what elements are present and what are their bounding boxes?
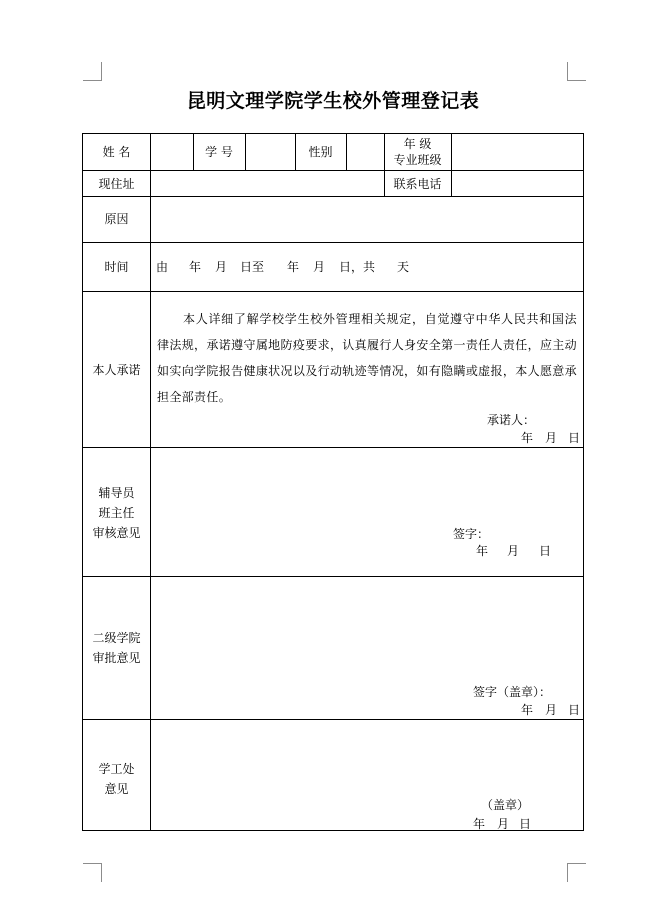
college-date-year: 年 [521,703,534,717]
time-year-2: 年 [287,260,300,274]
time-month-1: 月 [215,260,228,274]
phone-label: 联系电话 [393,177,442,191]
counselor-label-line-3: 审核意见 [92,526,141,540]
pledge-label: 本人承诺 [92,363,141,377]
counselor-date-year: 年 [476,544,489,558]
counselor-sign-label: 签字： [453,527,490,541]
counselor-date-month: 月 [507,544,520,558]
pledge-date-day: 日 [568,431,581,445]
crop-mark-bottom-left [83,863,102,882]
student-affairs-date-day: 日 [519,817,532,831]
college-label-line-1: 二级学院 [92,631,141,645]
crop-mark-top-left [83,62,102,81]
time-label: 时间 [104,260,129,274]
counselor-label-line-2: 班主任 [98,506,135,520]
time-from: 由 [156,260,169,274]
pledge-signer-label: 承诺人： [487,413,536,427]
student-affairs-label-line-2: 意见 [104,782,129,796]
college-label-line-2: 审批意见 [92,651,141,665]
name-label: 姓 名 [102,145,131,159]
student-affairs-date-year: 年 [473,817,486,831]
student-id-label: 学 号 [205,145,233,159]
college-date-day: 日 [568,703,581,717]
student-affairs-date-month: 月 [497,817,510,831]
time-year-1: 年 [189,260,202,274]
reason-label: 原因 [104,212,129,226]
time-month-2: 月 [313,260,326,274]
counselor-label-line-1: 辅导员 [98,486,135,500]
student-affairs-label-line-1: 学工处 [98,762,135,776]
address-label: 现住址 [98,177,135,191]
crop-mark-top-right [567,62,586,81]
pledge-text: 本人详细了解学校学生校外管理相关规定，自觉遵守中华人民共和国法律法规，承诺遵守属地防疫要求，认真履行人身安全第一责任人责任，应主动如实向学院报告健康状况以及行动轨迹等情况，如有隐瞒或虚报，本人愿意承担全部责任。 [157,312,577,404]
college-sign-label: 签字（盖章）： [473,685,552,699]
pledge-date-month: 月 [545,431,558,445]
time-day-1: 日至 [240,260,265,274]
college-date-month: 月 [545,703,558,717]
crop-mark-bottom-right [567,863,586,882]
student-affairs-seal-label: （盖章） [481,798,530,812]
time-day-2: 日，共 [339,260,376,274]
counselor-date-day: 日 [539,544,552,558]
form-title: 昆明文理学院学生校外管理登记表 [186,90,480,112]
gender-label: 性别 [308,145,333,159]
major-class-label: 专业班级 [393,153,442,167]
pledge-date-year: 年 [521,431,534,445]
time-days: 天 [397,260,410,274]
grade-label: 年 级 [403,137,432,151]
registration-form-table [82,133,584,831]
